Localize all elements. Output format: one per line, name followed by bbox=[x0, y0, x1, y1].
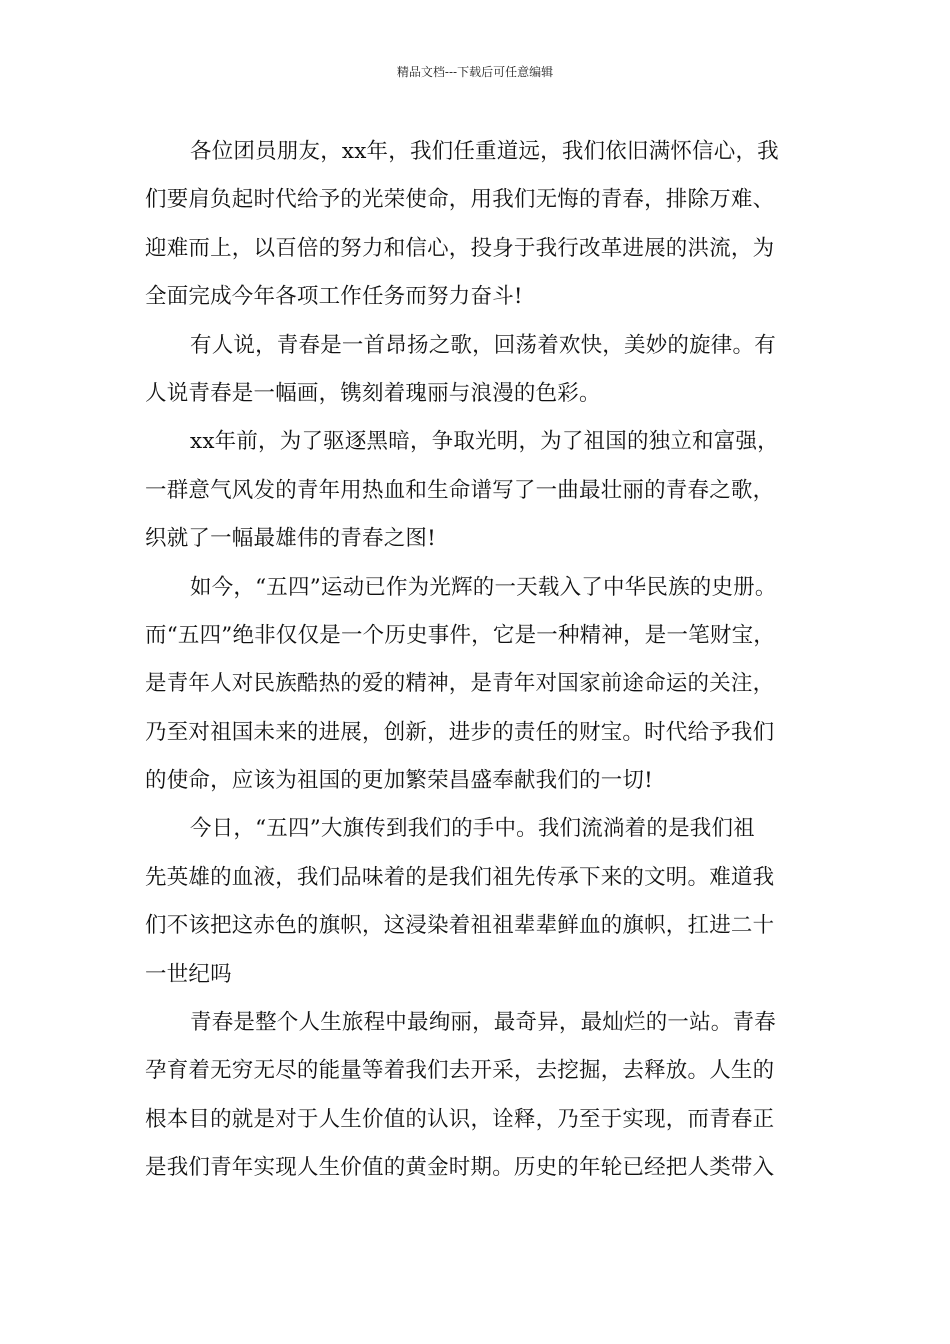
paragraph-line: 是我们青年实现人生价值的黄金时期。历史的年轮已经把人类带入 bbox=[145, 1155, 775, 1181]
paragraph-line: 全面完成今年各项工作任务而努力奋斗! bbox=[145, 284, 523, 310]
paragraph-line: 们要肩负起时代给予的光荣使命，用我们无悔的青春，排除万难、 bbox=[145, 187, 775, 213]
paragraph-line: 一世纪吗 bbox=[145, 961, 232, 987]
paragraph-line: 如今，“五四”运动已作为光辉的一天载入了中华民族的史册。 bbox=[190, 574, 777, 600]
paragraph-line: 先英雄的血液，我们品味着的是我们祖先传承下来的文明。难道我 bbox=[145, 864, 775, 890]
paragraph-line: 是青年人对民族酷热的爱的精神，是青年对国家前途命运的关注， bbox=[145, 671, 775, 697]
paragraph-line: 根本目的就是对于人生价值的认识，诠释，乃至于实现，而青春正 bbox=[145, 1106, 775, 1132]
paragraph-line: 织就了一幅最雄伟的青春之图! bbox=[145, 526, 436, 552]
paragraph-line: 乃至对祖国未来的进展，创新，进步的责任的财宝。时代给予我们 bbox=[145, 719, 775, 745]
paragraph-line: 一群意气风发的青年用热血和生命谱写了一曲最壮丽的青春之歌， bbox=[145, 477, 775, 503]
paragraph-line: 们不该把这赤色的旗帜，这浸染着祖祖辈辈鲜血的旗帜，扛进二十 bbox=[145, 913, 775, 939]
paragraph-line: 今日，“五四”大旗传到我们的手中。我们流淌着的是我们祖 bbox=[190, 816, 755, 842]
paragraph-line: 人说青春是一幅画，镌刻着瑰丽与浪漫的色彩。 bbox=[145, 380, 601, 406]
document-body bbox=[145, 134, 810, 1199]
paragraph-line: xx年前，为了驱逐黑暗，争取光明，为了祖国的独立和富强， bbox=[190, 429, 779, 455]
paragraph-line: 迎难而上，以百倍的努力和信心，投身于我行改革进展的洪流，为 bbox=[145, 235, 775, 261]
page-header: 精品文档---下载后可任意编辑 bbox=[396, 65, 554, 79]
paragraph-line: 孕育着无穷无尽的能量等着我们去开采，去挖掘，去释放。人生的 bbox=[145, 1058, 775, 1084]
paragraph-line: 的使命，应该为祖国的更加繁荣昌盛奉献我们的一切! bbox=[145, 768, 653, 794]
paragraph-line: 各位团员朋友，xx年，我们任重道远，我们依旧满怀信心，我 bbox=[190, 139, 779, 164]
paragraph-line: 有人说，青春是一首昂扬之歌，回荡着欢快，美妙的旋律。有 bbox=[190, 332, 776, 358]
paragraph-line: 而“五四”绝非仅仅是一个历史事件，它是一种精神，是一笔财宝， bbox=[145, 622, 775, 648]
paragraph-line: 青春是整个人生旅程中最绚丽，最奇异，最灿烂的一站。青春 bbox=[190, 1010, 776, 1036]
